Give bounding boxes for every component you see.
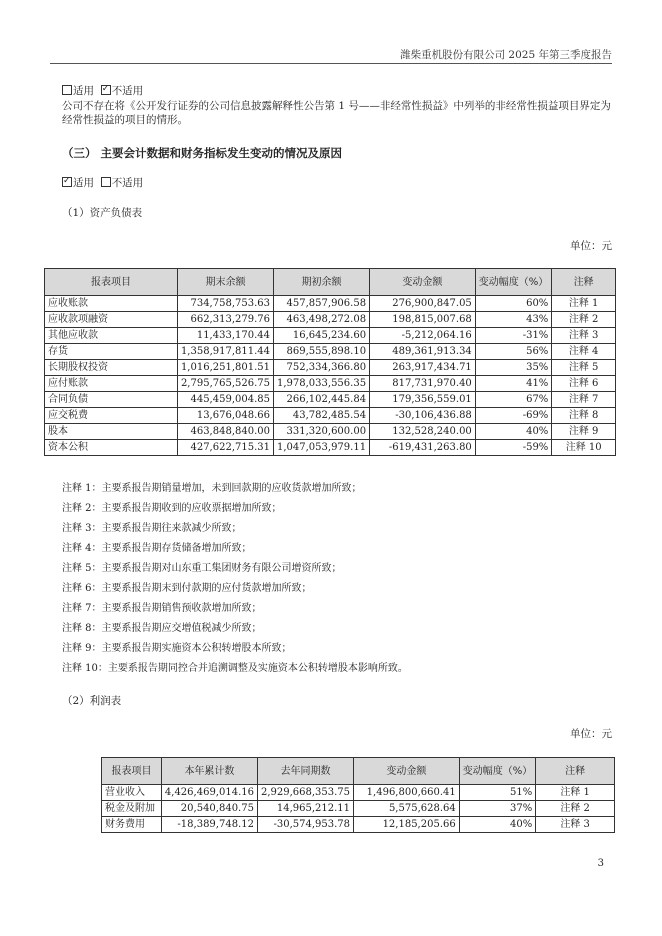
row-label-cell: 合同负债 — [45, 392, 178, 408]
column-header: 报表项目 — [45, 269, 178, 296]
column-header: 变动金额 — [354, 758, 460, 785]
note-item: 注释 4：主要系报告期存货储备增加所致； — [62, 543, 252, 554]
value-cell: 1,358,917,811.44 — [177, 344, 273, 360]
value-cell: 817,731,970.40 — [370, 376, 476, 392]
note-ref-cell: 注释 3 — [536, 817, 615, 833]
value-cell: 43% — [475, 312, 552, 328]
row-label-cell: 财务费用 — [102, 817, 162, 833]
value-cell: 427,622,715.31 — [177, 440, 273, 456]
value-cell: 266,102,445.84 — [274, 392, 370, 408]
table-row — [102, 801, 615, 817]
value-cell: 37% — [459, 801, 536, 817]
checkbox-checked-icon — [101, 85, 111, 95]
note-item: 注释 2：主要系报告期收到的应收票据增加所致； — [62, 503, 282, 514]
note-ref-cell: 注释 7 — [552, 392, 616, 408]
value-cell: 276,900,847.05 — [370, 296, 476, 312]
column-header: 变动幅度（%） — [475, 269, 552, 296]
value-cell: 489,361,913.34 — [370, 344, 476, 360]
row-label-cell: 资本公积 — [45, 440, 178, 456]
checkbox-checked-icon — [62, 177, 72, 187]
value-cell: 11,433,170.44 — [177, 328, 273, 344]
note-ref-cell: 注释 4 — [552, 344, 616, 360]
value-cell: -18,389,748.12 — [161, 817, 257, 833]
table-header-row — [102, 758, 615, 785]
note-ref-cell: 注释 9 — [552, 424, 616, 440]
table-row — [45, 312, 616, 328]
column-header: 去年同期数 — [257, 758, 353, 785]
note-item: 注释 5：主要系报告期对山东重工集团财务有限公司增资所致； — [62, 563, 342, 574]
value-cell: 457,857,906.58 — [274, 296, 370, 312]
table-row — [102, 817, 615, 833]
table-row — [102, 785, 615, 801]
note-ref-cell: 注释 2 — [536, 801, 615, 817]
value-cell: 1,016,251,801.51 — [177, 360, 273, 376]
value-cell: 16,645,234.60 — [274, 328, 370, 344]
value-cell: 35% — [475, 360, 552, 376]
row-label-cell: 其他应收款 — [45, 328, 178, 344]
value-cell: 463,848,840.00 — [177, 424, 273, 440]
checkbox-unchecked-icon — [62, 85, 72, 95]
header-divider — [50, 63, 612, 64]
value-cell: 13,676,048.66 — [177, 408, 273, 424]
value-cell: 445,459,004.85 — [177, 392, 273, 408]
value-cell: 662,313,279.76 — [177, 312, 273, 328]
value-cell: 869,555,898.10 — [274, 344, 370, 360]
value-cell: -30,106,436.88 — [370, 408, 476, 424]
note-item: 注释 8：主要系报告期应交增值税减少所致； — [62, 623, 262, 634]
statement-line-1: 公司不存在将《公开发行证券的公司信息披露解释性公告第 1 号——非经常性损益》中列举的非经常性损益项目界定为 — [62, 100, 611, 112]
value-cell: 2,795,765,526.75 — [177, 376, 273, 392]
value-cell: 43,782,485.54 — [274, 408, 370, 424]
value-cell: 752,334,366.80 — [274, 360, 370, 376]
table-row — [45, 344, 616, 360]
value-cell: 2,929,668,353.75 — [257, 785, 353, 801]
value-cell: 40% — [475, 424, 552, 440]
table-row — [45, 392, 616, 408]
page-header: 潍柴重机股份有限公司 2025 年第三季度报告 — [400, 49, 612, 61]
row-label-cell: 应交税费 — [45, 408, 178, 424]
note-item: 注释 10：主要系报告期同控合并追溯调整及实施资本公积转增股本影响所致。 — [62, 663, 408, 674]
section-heading: （三） 主要会计数据和财务指标发生变动的情况及原因 — [62, 146, 343, 160]
value-cell: 1,047,053,979.11 — [274, 440, 370, 456]
column-header: 变动幅度（%） — [459, 758, 536, 785]
income-unit-label: 单位：元 — [570, 728, 612, 740]
value-cell: 4,426,469,014.16 — [161, 785, 257, 801]
column-header: 期初余额 — [274, 269, 370, 296]
table-header-row — [45, 269, 616, 296]
value-cell: 179,356,559.01 — [370, 392, 476, 408]
option-not-applicable-label: 不适用 — [111, 85, 144, 97]
value-cell: 198,815,007.68 — [370, 312, 476, 328]
value-cell: -5,212,064.16 — [370, 328, 476, 344]
value-cell: 331,320,600.00 — [274, 424, 370, 440]
value-cell: 1,978,033,556.35 — [274, 376, 370, 392]
row-label-cell: 存货 — [45, 344, 178, 360]
column-header: 报表项目 — [102, 758, 162, 785]
value-cell: -619,431,263.80 — [370, 440, 476, 456]
row-label-cell: 税金及附加 — [102, 801, 162, 817]
table-row — [45, 376, 616, 392]
column-header: 期末余额 — [177, 269, 273, 296]
note-ref-cell: 注释 10 — [552, 440, 616, 456]
balance-sheet-table — [44, 268, 616, 456]
value-cell: 463,498,272.08 — [274, 312, 370, 328]
note-item: 注释 6：主要系报告期末到付款期的应付货款增加所致； — [62, 583, 312, 594]
option-not-applicable-label: 不适用 — [111, 177, 144, 189]
column-header: 注释 — [552, 269, 616, 296]
note-ref-cell: 注释 2 — [552, 312, 616, 328]
column-header: 变动金额 — [370, 269, 476, 296]
value-cell: 60% — [475, 296, 552, 312]
option-applicable-label: 适用 — [73, 177, 94, 189]
statement-line-2: 经常性损益的项目的情形。 — [62, 114, 188, 126]
balance-unit-label: 单位：元 — [570, 240, 612, 252]
note-ref-cell: 注释 3 — [552, 328, 616, 344]
value-cell: 14,965,212.11 — [257, 801, 353, 817]
row-label-cell: 应收款项融资 — [45, 312, 178, 328]
income-statement-subtitle: （2）利润表 — [62, 695, 122, 707]
value-cell: 40% — [459, 817, 536, 833]
value-cell: 41% — [475, 376, 552, 392]
value-cell: 263,917,434.71 — [370, 360, 476, 376]
row-label-cell: 应收账款 — [45, 296, 178, 312]
value-cell: 734,758,753.63 — [177, 296, 273, 312]
value-cell: -69% — [475, 408, 552, 424]
applicability-options-1 — [62, 84, 143, 98]
note-item: 注释 1：主要系报告期销量增加，未到回款期的应收货款增加所致； — [62, 483, 362, 494]
value-cell: 51% — [459, 785, 536, 801]
table-row — [45, 328, 616, 344]
table-row — [45, 424, 616, 440]
value-cell: -31% — [475, 328, 552, 344]
applicability-options-2 — [62, 176, 143, 190]
note-ref-cell: 注释 8 — [552, 408, 616, 424]
value-cell: -30,574,953.78 — [257, 817, 353, 833]
income-statement-table — [101, 757, 615, 833]
row-label-cell: 长期股权投资 — [45, 360, 178, 376]
table-row — [45, 360, 616, 376]
checkbox-unchecked-icon — [101, 177, 111, 187]
value-cell: 20,540,840.75 — [161, 801, 257, 817]
table-row — [45, 408, 616, 424]
note-ref-cell: 注释 1 — [552, 296, 616, 312]
option-applicable-label: 适用 — [73, 85, 94, 97]
balance-sheet-subtitle: （1）资产负债表 — [62, 207, 143, 219]
note-ref-cell: 注释 1 — [536, 785, 615, 801]
table-row — [45, 440, 616, 456]
value-cell: 1,496,800,660.41 — [354, 785, 460, 801]
column-header: 本年累计数 — [161, 758, 257, 785]
value-cell: 56% — [475, 344, 552, 360]
value-cell: 12,185,205.66 — [354, 817, 460, 833]
table-row — [45, 296, 616, 312]
value-cell: 132,528,240.00 — [370, 424, 476, 440]
page-number: 3 — [597, 858, 604, 869]
note-ref-cell: 注释 6 — [552, 376, 616, 392]
value-cell: 67% — [475, 392, 552, 408]
note-ref-cell: 注释 5 — [552, 360, 616, 376]
row-label-cell: 应付账款 — [45, 376, 178, 392]
value-cell: 5,575,628.64 — [354, 801, 460, 817]
value-cell: -59% — [475, 440, 552, 456]
note-item: 注释 3：主要系报告期往来款减少所致； — [62, 523, 242, 534]
note-item: 注释 7：主要系报告期销售预收款增加所致； — [62, 603, 262, 614]
row-label-cell: 营业收入 — [102, 785, 162, 801]
column-header: 注释 — [536, 758, 615, 785]
row-label-cell: 股本 — [45, 424, 178, 440]
note-item: 注释 9：主要系报告期实施资本公积转增股本所致； — [62, 643, 292, 654]
